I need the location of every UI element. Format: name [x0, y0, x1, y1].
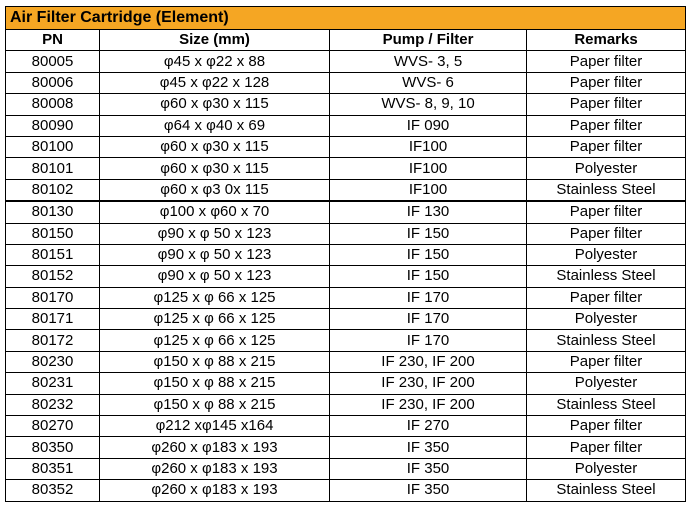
cell-pn: 80150	[6, 223, 100, 244]
cell-pump-filter: IF 090	[330, 115, 527, 136]
cell-size: φ45 x φ22 x 128	[100, 72, 330, 93]
cell-pump-filter: IF 170	[330, 309, 527, 330]
cell-pump-filter: IF 270	[330, 416, 527, 437]
cell-pn: 80008	[6, 94, 100, 115]
cell-size: φ60 x φ30 x 115	[100, 94, 330, 115]
cell-remarks: Paper filter	[527, 94, 686, 115]
table-row	[6, 458, 686, 479]
cell-size: φ64 x φ40 x 69	[100, 115, 330, 136]
table-row	[6, 158, 686, 179]
cell-pn: 80350	[6, 437, 100, 458]
cell-remarks: Paper filter	[527, 437, 686, 458]
table-row	[6, 309, 686, 330]
cell-remarks: Paper filter	[527, 72, 686, 93]
cell-remarks: Paper filter	[527, 51, 686, 72]
cell-pump-filter: IF 170	[330, 287, 527, 308]
header-size: Size (mm)	[100, 30, 330, 51]
cell-size: φ90 x φ 50 x 123	[100, 223, 330, 244]
cell-remarks: Stainless Steel	[527, 394, 686, 415]
table-row	[6, 373, 686, 394]
table-row	[6, 179, 686, 201]
cell-pump-filter: IF 150	[330, 266, 527, 287]
cell-pn: 80100	[6, 136, 100, 157]
cell-pn: 80130	[6, 201, 100, 223]
table-row	[6, 480, 686, 501]
cell-remarks: Polyester	[527, 373, 686, 394]
cell-size: φ260 x φ183 x 193	[100, 458, 330, 479]
cell-pump-filter: IF 350	[330, 437, 527, 458]
table-row	[6, 51, 686, 72]
cell-pn: 80231	[6, 373, 100, 394]
cell-pump-filter: IF 130	[330, 201, 527, 223]
cell-size: φ150 x φ 88 x 215	[100, 394, 330, 415]
header-pump-filter: Pump / Filter	[330, 30, 527, 51]
cell-pump-filter: WVS- 3, 5	[330, 51, 527, 72]
cell-size: φ125 x φ 66 x 125	[100, 309, 330, 330]
cell-pump-filter: IF100	[330, 158, 527, 179]
cell-pump-filter: IF 230, IF 200	[330, 394, 527, 415]
cell-remarks: Paper filter	[527, 351, 686, 372]
cell-size: φ150 x φ 88 x 215	[100, 351, 330, 372]
cell-remarks: Paper filter	[527, 136, 686, 157]
cell-pn: 80230	[6, 351, 100, 372]
cell-remarks: Paper filter	[527, 287, 686, 308]
cell-size: φ90 x φ 50 x 123	[100, 266, 330, 287]
cell-pn: 80352	[6, 480, 100, 501]
table-row	[6, 394, 686, 415]
cell-pn: 80232	[6, 394, 100, 415]
cell-remarks: Stainless Steel	[527, 179, 686, 201]
cell-pump-filter: IF 230, IF 200	[330, 351, 527, 372]
cell-size: φ260 x φ183 x 193	[100, 480, 330, 501]
cell-pn: 80005	[6, 51, 100, 72]
cell-pn: 80171	[6, 309, 100, 330]
cell-size: φ45 x φ22 x 88	[100, 51, 330, 72]
cell-pn: 80270	[6, 416, 100, 437]
cell-remarks: Paper filter	[527, 223, 686, 244]
table-row	[6, 115, 686, 136]
cell-pn: 80102	[6, 179, 100, 201]
header-remarks: Remarks	[527, 30, 686, 51]
title-row	[6, 7, 686, 30]
cell-pump-filter: IF 350	[330, 458, 527, 479]
table-row	[6, 244, 686, 265]
cell-pump-filter: WVS- 6	[330, 72, 527, 93]
cell-remarks: Polyester	[527, 158, 686, 179]
table-row	[6, 72, 686, 93]
cell-remarks: Stainless Steel	[527, 480, 686, 501]
table-row	[6, 94, 686, 115]
header-row	[6, 30, 686, 51]
cell-remarks: Polyester	[527, 244, 686, 265]
cell-pn: 80151	[6, 244, 100, 265]
cell-remarks: Polyester	[527, 309, 686, 330]
cell-pn: 80172	[6, 330, 100, 351]
cell-size: φ60 x φ3 0x 115	[100, 179, 330, 201]
cell-size: φ150 x φ 88 x 215	[100, 373, 330, 394]
cell-pump-filter: IF 230, IF 200	[330, 373, 527, 394]
header-pn: PN	[6, 30, 100, 51]
cell-pn: 80152	[6, 266, 100, 287]
cell-pump-filter: IF 350	[330, 480, 527, 501]
cell-pump-filter: IF100	[330, 179, 527, 201]
table-row	[6, 351, 686, 372]
cell-size: φ60 x φ30 x 115	[100, 136, 330, 157]
cell-pump-filter: IF 170	[330, 330, 527, 351]
table-row	[6, 287, 686, 308]
cell-pump-filter: IF100	[330, 136, 527, 157]
table-row	[6, 330, 686, 351]
cell-size: φ212 xφ145 x164	[100, 416, 330, 437]
cell-pn: 80090	[6, 115, 100, 136]
cell-pump-filter: IF 150	[330, 223, 527, 244]
table-row	[6, 136, 686, 157]
cell-pn: 80170	[6, 287, 100, 308]
cell-pn: 80006	[6, 72, 100, 93]
cell-remarks: Stainless Steel	[527, 266, 686, 287]
cell-size: φ100 x φ60 x 70	[100, 201, 330, 223]
cell-pump-filter: WVS- 8, 9, 10	[330, 94, 527, 115]
cell-pump-filter: IF 150	[330, 244, 527, 265]
table-row	[6, 266, 686, 287]
cell-size: φ125 x φ 66 x 125	[100, 287, 330, 308]
table-row	[6, 223, 686, 244]
table-row	[6, 416, 686, 437]
table-title: Air Filter Cartridge (Element)	[6, 7, 686, 30]
cell-remarks: Paper filter	[527, 416, 686, 437]
cell-size: φ260 x φ183 x 193	[100, 437, 330, 458]
cell-size: φ125 x φ 66 x 125	[100, 330, 330, 351]
cell-remarks: Paper filter	[527, 201, 686, 223]
air-filter-table	[5, 6, 686, 502]
cell-remarks: Stainless Steel	[527, 330, 686, 351]
filter-table-sheet	[5, 6, 685, 502]
table-row	[6, 201, 686, 223]
table-row	[6, 437, 686, 458]
cell-pn: 80351	[6, 458, 100, 479]
cell-remarks: Paper filter	[527, 115, 686, 136]
cell-remarks: Polyester	[527, 458, 686, 479]
cell-size: φ90 x φ 50 x 123	[100, 244, 330, 265]
cell-size: φ60 x φ30 x 115	[100, 158, 330, 179]
cell-pn: 80101	[6, 158, 100, 179]
